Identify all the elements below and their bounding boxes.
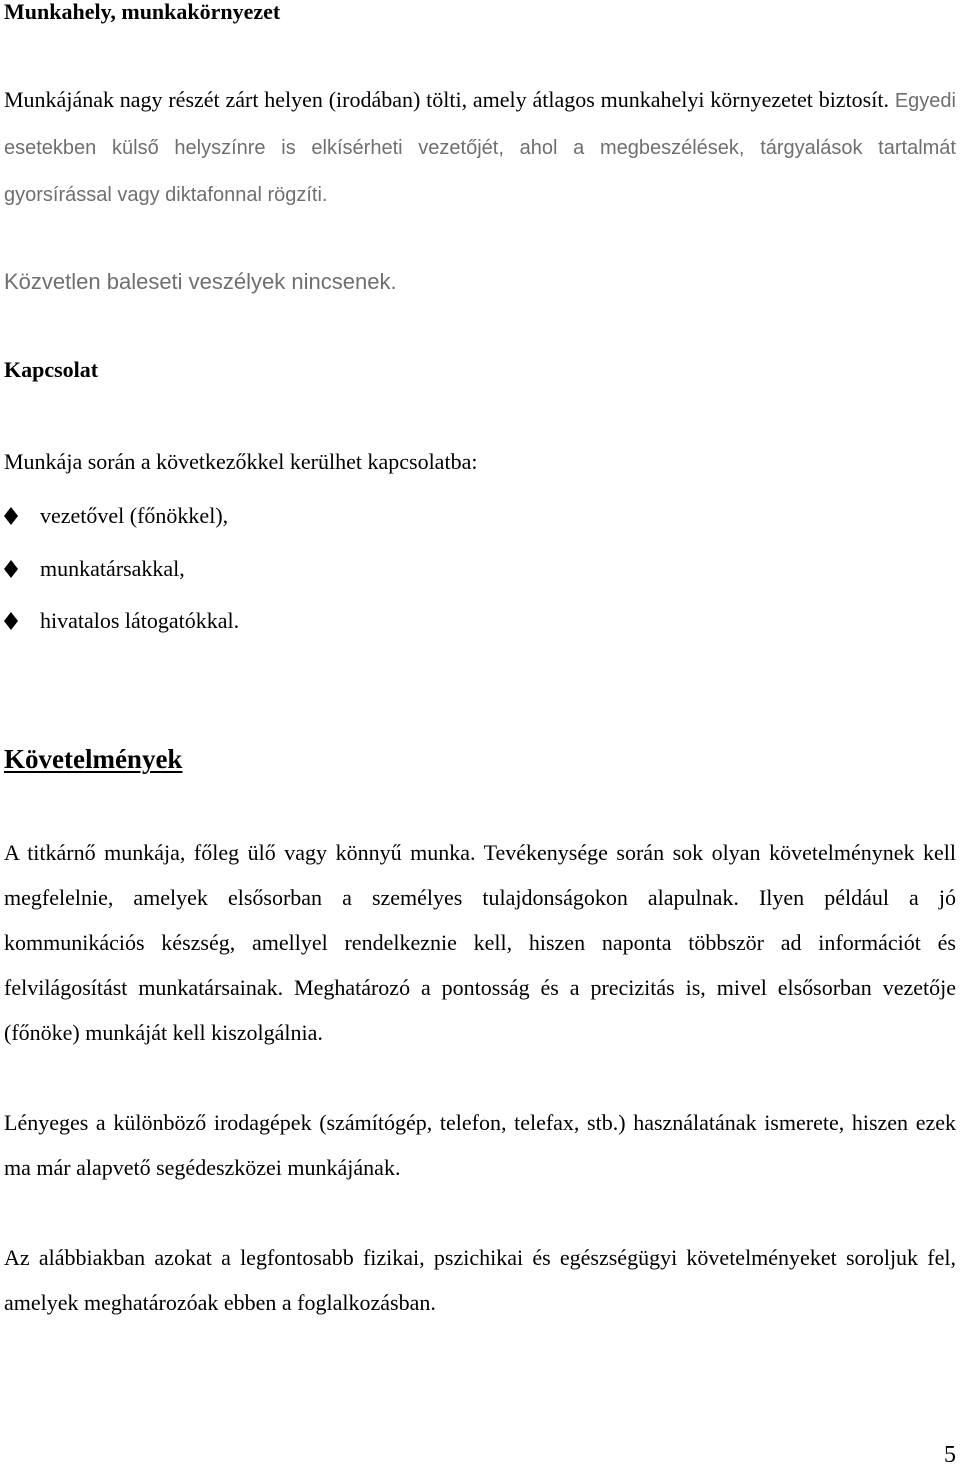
list-item-label: hivatalos látogatókkal. [40, 608, 240, 633]
paragraph-workplace-part1: Munkájának nagy részét zárt helyen (irodában) tölti, amely átlagos munkahelyi környezetet biztosít. [4, 87, 889, 112]
heading-workplace: Munkahely, munkakörnyezet [4, 0, 281, 24]
heading-requirements: Követelmények [4, 744, 183, 774]
list-item-label: munkatársakkal, [40, 556, 185, 581]
list-item [4, 502, 228, 530]
contact-intro: Munkája során a következőkkel kerülhet kapcsolatba: [4, 449, 478, 474]
paragraph-requirements: A titkárnő munkája, főleg ülő vagy könnyű munka. Tevékenysége során sok olyan követelménynek kell megfelelnie, amelyek elsősorban a személyes tulajdonságokon alapulnak. Ilyen például a jó kommunikációs készség, amellyel rendelkeznie kell, hiszen naponta többször ad információt és felvilágosítást munkatársainak. Meghatározó a pontosság és a precizitás is, mivel elsősorban vezetője (főnöke) munkáját kell kiszolgálnia. [4, 840, 956, 1045]
list-item [4, 555, 185, 583]
diamond-bullet-icon [4, 560, 18, 578]
paragraph-workplace-part2: Egyedi esetekben külső helyszínre is elkísérheti vezetőjét, ahol a megbeszélések, tárgyalások tartalmát gyorsírással vagy diktafonnal rögzíti. [4, 90, 956, 206]
paragraph-workplace [4, 77, 956, 218]
page-number: 5 [944, 1442, 956, 1468]
list-item [4, 607, 239, 635]
paragraph-office-machines: Lényeges a különböző irodagépek (számítógép, telefon, telefax, stb.) használatának ismerete, hiszen ezek ma már alapvető segédeszközei munkájának. [4, 1110, 956, 1180]
diamond-bullet-icon [4, 507, 18, 525]
list-item-label: vezetővel (főnökkel), [40, 503, 229, 528]
paragraph-no-hazards: Közvetlen baleseti veszélyek nincsenek. [4, 269, 397, 294]
diamond-bullet-icon [4, 612, 18, 630]
heading-contact: Kapcsolat [4, 357, 99, 382]
paragraph-requirements-intro: Az alábbiakban azokat a legfontosabb fizikai, pszichikai és egészségügyi követelményeket soroljuk fel, amelyek meghatározóak ebben a foglalkozásban. [4, 1245, 956, 1315]
